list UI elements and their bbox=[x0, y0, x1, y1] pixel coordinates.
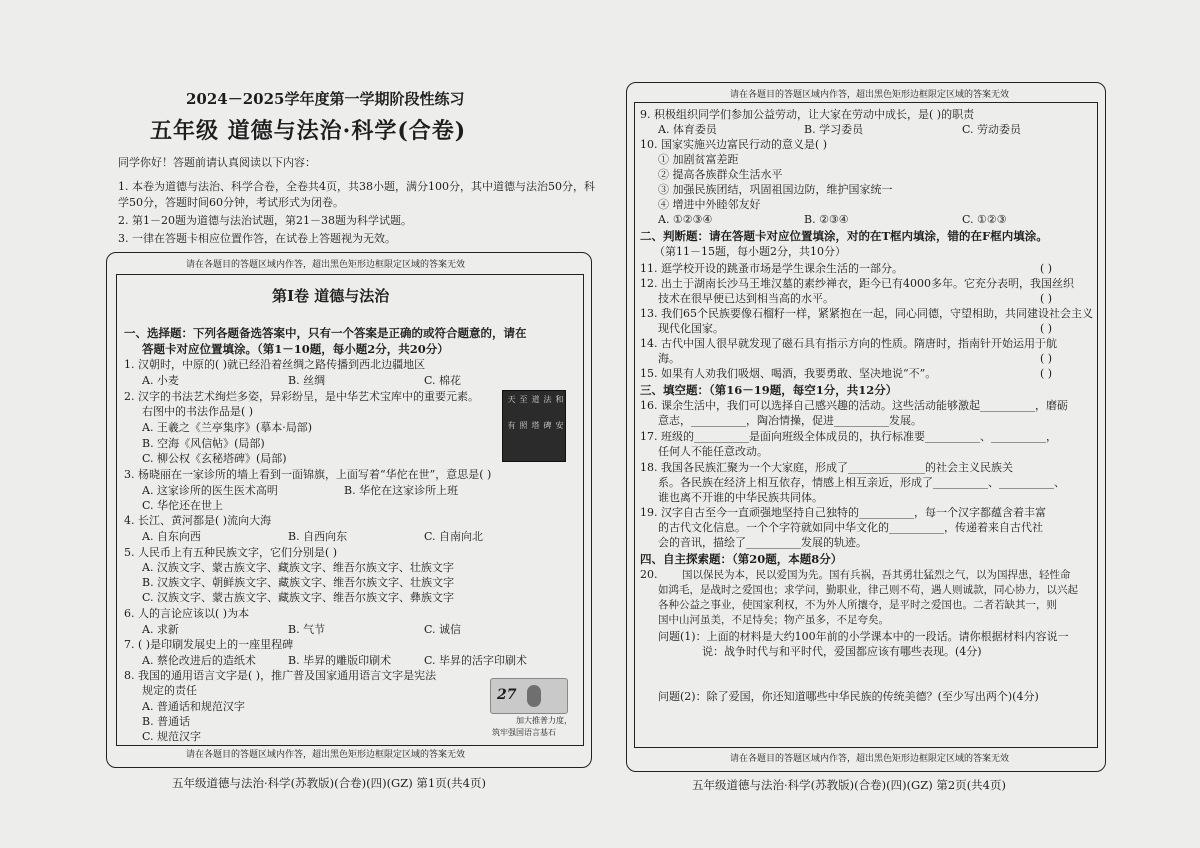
q10-option-b: B. ②③④ bbox=[804, 213, 849, 226]
answer-area-top-note: 请在各题目的答题区域内作答，超出黑色矩形边框限定区域的答案无效 bbox=[186, 260, 466, 270]
exam-subtitle: 五年级 道德与法治·科学(合卷) bbox=[150, 118, 467, 144]
part4-heading: 四、自主探索题：（第20题，本题8分） bbox=[640, 552, 843, 566]
question-19-cont: 的古代文化信息。一个个字符就如同中华文化的__________，传递着来自古代社 bbox=[658, 521, 1043, 534]
q5-option-c: C. 汉族文字、蒙古族文字、藏族文字、维吾尔族文字、彝族文字 bbox=[142, 591, 455, 604]
answer-area-top-note-right: 请在各题目的答题区域内作答，超出黑色矩形边框限定区域的答案无效 bbox=[730, 90, 1010, 100]
part1-heading: 一、选择题：下列各题备选答案中，只有一个答案是正确的或符合题意的，请在 bbox=[124, 326, 527, 340]
q13-answer-paren: ( ) bbox=[1040, 322, 1053, 335]
question-14: 14. 古代中国人很早就发现了磁石具有指示方向的性质。隋唐时，指南针开始运用于航 bbox=[640, 337, 1057, 350]
q11-answer-paren: ( ) bbox=[1040, 262, 1053, 275]
q10-option-c: C. ①②③ bbox=[962, 213, 1007, 226]
question-19: 19. 汉字自古至今一直顽强地坚持自己独特的__________，每一个汉字都蕴含着丰富 bbox=[640, 506, 1046, 519]
q2-option-b: B. 空海《风信帖》(局部) bbox=[142, 437, 265, 450]
question-5: 5. 人民币上有五种民族文字，它们分别是( ) bbox=[124, 546, 338, 559]
q6-option-a: A. 求新 bbox=[142, 623, 179, 636]
question-4: 4. 长江、黄河都是( )流向大海 bbox=[124, 514, 272, 527]
q10-item-4: ④ 增进中外睦邻友好 bbox=[658, 198, 761, 211]
question-13: 13. 我们65个民族要像石榴籽一样，紧紧抱在一起，同心同德，守望相助，共同建设社会主义 bbox=[640, 307, 1093, 320]
question-19-cont-2: 会的音讯，描绘了__________发展的轨迹。 bbox=[658, 536, 867, 549]
q12-answer-paren: ( ) bbox=[1040, 292, 1053, 305]
stamp-caption-2: 筑牢强国语言基石 bbox=[492, 728, 556, 737]
q8-option-a: A. 普通话和规范汉字 bbox=[142, 700, 245, 713]
question-8-cont: 规定的责任 bbox=[142, 684, 197, 697]
notice-line-2: 学50分，答题时间60分钟，考试形式为闭卷。 bbox=[118, 196, 344, 209]
part2-subheading: （第11－15题，每小题2分，共10分） bbox=[654, 245, 846, 258]
answer-area-bottom-note-right: 请在各题目的答题区域内作答，超出黑色矩形边框限定区域的答案无效 bbox=[730, 754, 1010, 764]
q9-option-c: C. 劳动委员 bbox=[962, 123, 1022, 136]
question-1: 1. 汉朝时，中原的( )就已经沿着丝绸之路传播到西北边疆地区 bbox=[124, 358, 426, 371]
q10-item-2: ② 提高各族群众生活水平 bbox=[658, 168, 783, 181]
question-2: 2. 汉字的书法艺术绚烂多姿，异彩纷呈，是中华艺术宝库中的重要元素。 bbox=[124, 390, 479, 403]
part2-heading: 二、判断题：请在答题卡对应位置填涂，对的在T框内填涂，错的在F框内填涂。 bbox=[640, 229, 1048, 243]
question-20-number: 20. bbox=[640, 568, 658, 581]
stamp-number: 27 bbox=[497, 687, 517, 703]
q9-option-b: B. 学习委员 bbox=[804, 123, 864, 136]
q20-sub-question-1: 问题(1)：上面的材料是大约100年前的小学课本中的一段话。请你根据材料内容说一 bbox=[658, 630, 1069, 643]
q1-option-c: C. 棉花 bbox=[424, 374, 462, 387]
q20-passage-2: 如鸿毛，是战时之爱国也；求学问，勤职业，律己则不苟，遇人则诚款，同心协力，以兴起 bbox=[658, 584, 1078, 596]
question-16: 16. 课余生活中，我们可以选择自己感兴趣的活动。这些活动能够激起__________，磨砺 bbox=[640, 399, 1068, 412]
question-15: 15. 如果有人劝我们吸烟、喝酒，我要勇敢、坚决地说“不”。 bbox=[640, 367, 937, 380]
q20-passage-3: 各种公益之事业，使国家利权，不为外人所攘夺，是平时之爱国也。二者若缺其一，则 bbox=[658, 599, 1057, 611]
q6-option-b: B. 气节 bbox=[288, 623, 326, 636]
q1-option-b: B. 丝绸 bbox=[288, 374, 326, 387]
question-16-cont: 意志，__________，陶冶情操，促进__________发展。 bbox=[658, 414, 922, 427]
q10-option-a: A. ①②③④ bbox=[658, 213, 713, 226]
stamp-illustration bbox=[490, 678, 568, 714]
q7-option-a: A. 蔡伦改进后的造纸术 bbox=[142, 654, 256, 667]
stamp-caption-1: 加大推普力度， bbox=[516, 716, 572, 725]
exam-title: 2024－2025学年度第一学期阶段性练习 bbox=[186, 90, 465, 108]
part1-heading-cont: 答题卡对应位置填涂。（第1－10题，每小题2分，共20分） bbox=[142, 342, 449, 356]
q20-sub-question-1-cont: 说：战争时代与和平时代，爱国都应该有哪些表现。(4分) bbox=[702, 645, 982, 658]
question-12: 12. 出土于湖南长沙马王堆汉墓的素纱禅衣，距今已有4000多年。它充分表明，我国丝织 bbox=[640, 277, 1074, 290]
q7-option-b: B. 毕昇的雕版印刷术 bbox=[288, 654, 392, 667]
q15-answer-paren: ( ) bbox=[1040, 367, 1053, 380]
question-14-cont: 海。 bbox=[658, 352, 680, 365]
q8-option-b: B. 普通话 bbox=[142, 715, 191, 728]
answer-area-bottom-note: 请在各题目的答题区域内作答，超出黑色矩形边框限定区域的答案无效 bbox=[186, 750, 466, 760]
question-18: 18. 我国各民族汇聚为一个大家庭，形成了______________的社会主义民族关 bbox=[640, 461, 1013, 474]
q6-option-c: C. 诚信 bbox=[424, 623, 462, 636]
q4-option-a: A. 自东向西 bbox=[142, 530, 201, 543]
question-12-cont: 技术在很早便已达到相当高的水平。 bbox=[658, 292, 834, 305]
q3-option-a: A. 这家诊所的医生医术高明 bbox=[142, 484, 278, 497]
q20-passage-4: 国中山河虽美，不足恃矣；物产虽多，不足夸矣。 bbox=[658, 614, 889, 626]
question-17-cont: 任何人不能任意改动。 bbox=[658, 445, 768, 458]
question-9: 9. 积极组织同学们参加公益劳动，让大家在劳动中成长，是( )的职责 bbox=[640, 108, 975, 121]
q10-item-1: ① 加剧贫富差距 bbox=[658, 153, 739, 166]
exam-page-2 bbox=[600, 0, 1200, 848]
question-10: 10. 国家实施兴边富民行动的意义是( ) bbox=[640, 138, 828, 151]
q3-option-b: B. 华佗在这家诊所上班 bbox=[344, 484, 459, 497]
question-18-cont-2: 谁也离不开谁的中华民族共同体。 bbox=[658, 491, 823, 504]
q20-sub-question-2: 问题(2)：除了爱国，你还知道哪些中华民族的传统美德？(至少写出两个)(4分) bbox=[658, 690, 1039, 703]
page-2-footer: 五年级道德与法治·科学(苏教版)(合卷)(四)(GZ) 第2页(共4页) bbox=[692, 778, 1006, 792]
q3-option-c: C. 华佗还在世上 bbox=[142, 499, 224, 512]
question-13-cont: 现代化国家。 bbox=[658, 322, 724, 335]
calligraphy-image: 天 至 道 法 和 有 照 塔 碑 安 bbox=[502, 390, 566, 462]
q5-option-b: B. 汉族文字、朝鲜族文字、藏族文字、维吾尔族文字、壮族文字 bbox=[142, 576, 455, 589]
part3-heading: 三、填空题：（第16－19题，每空1分，共12分） bbox=[640, 383, 898, 397]
question-7: 7. ( )是印刷发展史上的一座里程碑 bbox=[124, 638, 294, 651]
section-title: 第Ⅰ卷 道德与法治 bbox=[272, 287, 390, 305]
question-3: 3. 杨晓丽在一家诊所的墙上看到一面锦旗，上面写着“华佗在世”，意思是( ) bbox=[124, 468, 492, 481]
notice-line-4: 3. 一律在答题卡相应位置作答，在试卷上答题视为无效。 bbox=[118, 232, 396, 245]
question-11: 11. 逛学校开设的跳蚤市场是学生课余生活的一部分。 bbox=[640, 262, 903, 275]
q14-answer-paren: ( ) bbox=[1040, 352, 1053, 365]
q1-option-a: A. 小麦 bbox=[142, 374, 179, 387]
q7-option-c: C. 毕昇的活字印刷术 bbox=[424, 654, 528, 667]
q5-option-a: A. 汉族文字、蒙古族文字、藏族文字、维吾尔族文字、壮族文字 bbox=[142, 561, 454, 574]
question-17: 17. 班级的__________是面向班级全体成员的，执行标准要__________、__________， bbox=[640, 430, 1057, 443]
notice-line-1: 1. 本卷为道德与法治、科学合卷，全卷共4页，共38小题，满分100分，其中道德与法治50分，科 bbox=[118, 180, 595, 193]
q4-option-c: C. 自南向北 bbox=[424, 530, 484, 543]
q4-option-b: B. 自西向东 bbox=[288, 530, 348, 543]
stamp-artifact-icon bbox=[527, 685, 541, 707]
q9-option-a: A. 体育委员 bbox=[658, 123, 717, 136]
q2-option-c: C. 柳公权《玄秘塔碑》(局部) bbox=[142, 452, 287, 465]
question-8: 8. 我国的通用语言文字是( )，推广普及国家通用语言文字是宪法 bbox=[124, 669, 437, 682]
q2-option-a: A. 王羲之《兰亭集序》(摹本·局部) bbox=[142, 421, 313, 434]
q10-item-3: ③ 加强民族团结，巩固祖国边防，维护国家统一 bbox=[658, 183, 893, 196]
question-2-cont: 右图中的书法作品是( ) bbox=[142, 405, 254, 418]
notice-intro: 同学你好！答题前请认真阅读以下内容： bbox=[118, 156, 316, 169]
page-1-footer: 五年级道德与法治·科学(苏教版)(合卷)(四)(GZ) 第1页(共4页) bbox=[172, 776, 486, 790]
q20-passage-1: 国以保民为本，民以爱国为先。国有兵祸，吾其勇壮猛烈之气，以为国捍患，轻性命 bbox=[682, 569, 1071, 581]
question-6: 6. 人的言论应该以( )为本 bbox=[124, 607, 250, 620]
question-18-cont: 系。各民族在经济上相互依存，情感上相互亲近，形成了__________、__________、 bbox=[658, 476, 1065, 489]
q8-option-c: C. 规范汉字 bbox=[142, 730, 202, 743]
notice-line-3: 2. 第1－20题为道德与法治试题，第21－38题为科学试题。 bbox=[118, 214, 412, 227]
